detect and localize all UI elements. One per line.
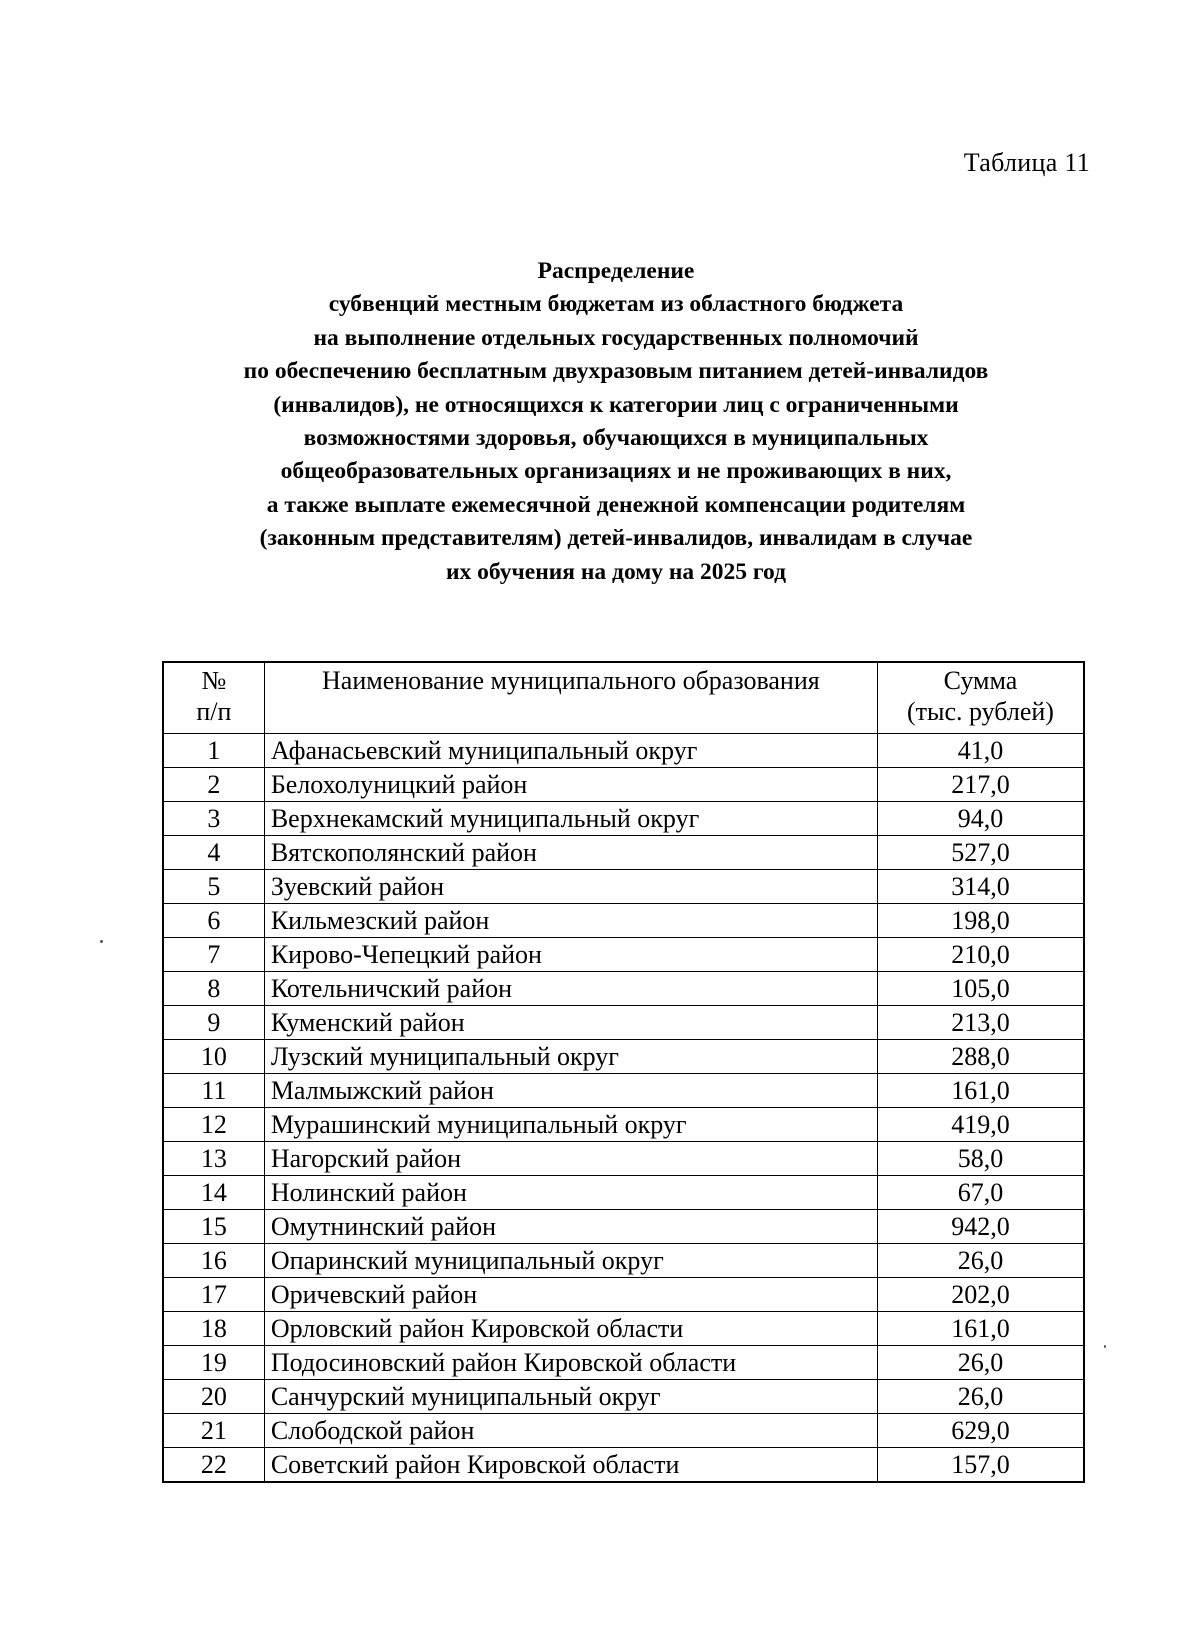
amount-cell: 217,0 bbox=[877, 768, 1084, 802]
table-row bbox=[163, 802, 1084, 836]
title-line: (инвалидов), не относящихся к категории лиц с ограниченными bbox=[273, 391, 959, 418]
table-row bbox=[163, 1312, 1084, 1346]
municipality-name-cell: Слободской район bbox=[264, 1414, 877, 1448]
row-number-cell: 19 bbox=[163, 1346, 264, 1380]
header-sum-line2: (тыс. рублей) bbox=[906, 697, 1054, 726]
municipality-name-cell: Белохолуницкий район bbox=[264, 768, 877, 802]
header-sum-line1: Сумма bbox=[943, 666, 1018, 695]
table-row bbox=[163, 1006, 1084, 1040]
title-line: их обучения на дому на 2025 год bbox=[446, 558, 786, 585]
municipality-name-cell: Малмыжский район bbox=[264, 1074, 877, 1108]
row-number-cell: 15 bbox=[163, 1210, 264, 1244]
row-number-cell: 7 bbox=[163, 938, 264, 972]
table-row bbox=[163, 1210, 1084, 1244]
amount-cell: 26,0 bbox=[877, 1346, 1084, 1380]
table-label: Таблица 11 bbox=[963, 148, 1090, 177]
amount-cell: 67,0 bbox=[877, 1176, 1084, 1210]
amount-cell: 314,0 bbox=[877, 870, 1084, 904]
title-line: возможностями здоровья, обучающихся в муниципальных bbox=[303, 425, 929, 452]
row-number-cell: 10 bbox=[163, 1040, 264, 1074]
table-row bbox=[163, 1176, 1084, 1210]
table-row bbox=[163, 1278, 1084, 1312]
amount-cell: 213,0 bbox=[877, 1006, 1084, 1040]
table-row bbox=[163, 870, 1084, 904]
municipality-name-cell: Вятскополянский район bbox=[264, 836, 877, 870]
header-name: Наименование муниципального образования bbox=[264, 662, 877, 734]
municipality-name-cell: Нагорский район bbox=[264, 1142, 877, 1176]
table-row bbox=[163, 1380, 1084, 1414]
amount-cell: 161,0 bbox=[877, 1074, 1084, 1108]
amount-cell: 210,0 bbox=[877, 938, 1084, 972]
amount-cell: 288,0 bbox=[877, 1040, 1084, 1074]
title-line: (законным представителям) детей-инвалидов, инвалидам в случае bbox=[259, 525, 973, 552]
header-number-line2: п/п bbox=[196, 697, 232, 726]
municipality-name-cell: Афанасьевский муниципальный округ bbox=[264, 734, 877, 768]
municipality-name-cell: Котельничский район bbox=[264, 972, 877, 1006]
municipality-name-cell: Оричевский район bbox=[264, 1278, 877, 1312]
municipality-name-cell: Лузский муниципальный округ bbox=[264, 1040, 877, 1074]
table-row bbox=[163, 938, 1084, 972]
municipality-name-cell: Подосиновский район Кировской области bbox=[264, 1346, 877, 1380]
row-number-cell: 11 bbox=[163, 1074, 264, 1108]
row-number-cell: 9 bbox=[163, 1006, 264, 1040]
scan-speck bbox=[1104, 1345, 1106, 1348]
table-row bbox=[163, 904, 1084, 938]
row-number-cell: 16 bbox=[163, 1244, 264, 1278]
amount-cell: 202,0 bbox=[877, 1278, 1084, 1312]
header-number bbox=[163, 662, 264, 734]
municipality-name-cell: Опаринский муниципальный округ bbox=[264, 1244, 877, 1278]
row-number-cell: 22 bbox=[163, 1448, 264, 1483]
amount-cell: 58,0 bbox=[877, 1142, 1084, 1176]
header-number-line1: № bbox=[201, 666, 227, 695]
table-row bbox=[163, 1142, 1084, 1176]
municipality-name-cell: Зуевский район bbox=[264, 870, 877, 904]
row-number-cell: 13 bbox=[163, 1142, 264, 1176]
table-row bbox=[163, 768, 1084, 802]
municipality-name-cell: Омутнинский район bbox=[264, 1210, 877, 1244]
municipality-name-cell: Орловский район Кировской области bbox=[264, 1312, 877, 1346]
municipality-name-cell: Кирово-Чепецкий район bbox=[264, 938, 877, 972]
amount-cell: 26,0 bbox=[877, 1380, 1084, 1414]
document-title bbox=[0, 255, 1200, 589]
table-row bbox=[163, 1244, 1084, 1278]
title-line: а также выплате ежемесячной денежной компенсации родителям bbox=[266, 491, 966, 518]
row-number-cell: 2 bbox=[163, 768, 264, 802]
table-row bbox=[163, 1414, 1084, 1448]
row-number-cell: 4 bbox=[163, 836, 264, 870]
row-number-cell: 12 bbox=[163, 1108, 264, 1142]
row-number-cell: 21 bbox=[163, 1414, 264, 1448]
amount-cell: 942,0 bbox=[877, 1210, 1084, 1244]
table-row bbox=[163, 836, 1084, 870]
amount-cell: 94,0 bbox=[877, 802, 1084, 836]
row-number-cell: 18 bbox=[163, 1312, 264, 1346]
header-sum bbox=[877, 662, 1084, 734]
subvention-table bbox=[162, 661, 1085, 1483]
row-number-cell: 14 bbox=[163, 1176, 264, 1210]
municipality-name-cell: Верхнекамский муниципальный округ bbox=[264, 802, 877, 836]
amount-cell: 157,0 bbox=[877, 1448, 1084, 1483]
amount-cell: 26,0 bbox=[877, 1244, 1084, 1278]
row-number-cell: 5 bbox=[163, 870, 264, 904]
amount-cell: 629,0 bbox=[877, 1414, 1084, 1448]
amount-cell: 105,0 bbox=[877, 972, 1084, 1006]
row-number-cell: 3 bbox=[163, 802, 264, 836]
amount-cell: 527,0 bbox=[877, 836, 1084, 870]
row-number-cell: 8 bbox=[163, 972, 264, 1006]
amount-cell: 41,0 bbox=[877, 734, 1084, 768]
row-number-cell: 17 bbox=[163, 1278, 264, 1312]
row-number-cell: 6 bbox=[163, 904, 264, 938]
municipality-name-cell: Куменский район bbox=[264, 1006, 877, 1040]
table-row bbox=[163, 1448, 1084, 1483]
title-line: по обеспечению бесплатным двухразовым питанием детей-инвалидов bbox=[243, 358, 989, 385]
table-row bbox=[163, 1346, 1084, 1380]
table-body bbox=[163, 734, 1084, 1483]
table-row bbox=[163, 1074, 1084, 1108]
row-number-cell: 20 bbox=[163, 1380, 264, 1414]
municipality-name-cell: Нолинский район bbox=[264, 1176, 877, 1210]
municipality-name-cell: Кильмезский район bbox=[264, 904, 877, 938]
title-line: на выполнение отдельных государственных полномочий bbox=[313, 324, 919, 351]
amount-cell: 198,0 bbox=[877, 904, 1084, 938]
title-line: Распределение bbox=[537, 258, 695, 284]
table-header-row bbox=[163, 662, 1084, 734]
table-row bbox=[163, 972, 1084, 1006]
table-row bbox=[163, 1040, 1084, 1074]
amount-cell: 419,0 bbox=[877, 1108, 1084, 1142]
municipality-name-cell: Советский район Кировской области bbox=[264, 1448, 877, 1483]
amount-cell: 161,0 bbox=[877, 1312, 1084, 1346]
row-number-cell: 1 bbox=[163, 734, 264, 768]
municipality-name-cell: Мурашинский муниципальный округ bbox=[264, 1108, 877, 1142]
title-line: субвенций местным бюджетам из областного бюджета bbox=[328, 291, 904, 318]
title-line: общеобразовательных организациях и не проживающих в них, bbox=[280, 458, 952, 485]
table-row bbox=[163, 1108, 1084, 1142]
scan-speck bbox=[100, 940, 103, 943]
table-row bbox=[163, 734, 1084, 768]
municipality-name-cell: Санчурский муниципальный округ bbox=[264, 1380, 877, 1414]
